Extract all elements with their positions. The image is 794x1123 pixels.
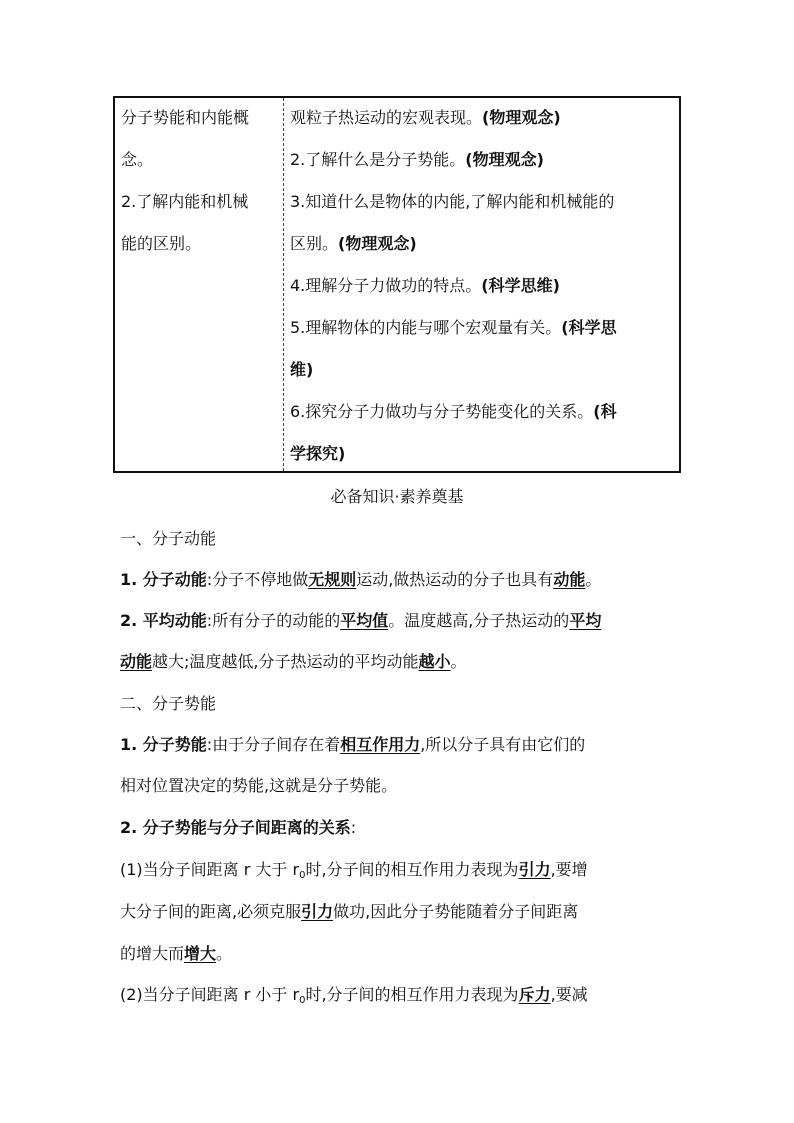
key-term: 动能	[553, 570, 586, 589]
objective-tag: (物理观念)	[465, 150, 544, 169]
paragraph-case-greater-cont2	[120, 944, 232, 964]
paragraph-relationship-heading	[120, 818, 356, 838]
text-run: 时,分子间的相互作用力表现为	[305, 985, 519, 1004]
objective-item	[290, 192, 614, 212]
objective-tag: 维)	[290, 360, 314, 379]
paragraph-average-kinetic-energy	[120, 611, 601, 631]
term-label: 1. 分子势能	[120, 735, 207, 754]
key-term: 相互作用力	[340, 735, 421, 754]
paragraph-case-less	[120, 985, 588, 1005]
subscript: 0	[299, 995, 306, 1006]
objective-item	[290, 444, 345, 464]
term-label: 2. 平均动能	[120, 611, 207, 630]
paragraph-molecular-potential-energy	[120, 735, 585, 755]
key-term: 引力	[301, 902, 334, 921]
objective-text: 5.理解物体的内能与哪个宏观量有关。	[290, 318, 562, 337]
text-run: :由于分子间存在着	[206, 735, 341, 754]
objective-item	[290, 108, 561, 128]
text-run: ,要增	[550, 860, 588, 879]
objective-tag: (物理观念)	[482, 108, 561, 127]
text-run: 的增大而	[120, 944, 185, 963]
objective-item	[290, 276, 560, 296]
table-left-line: 念。	[121, 150, 154, 169]
objective-tag: (物理观念)	[338, 234, 417, 253]
objective-text: 2.了解什么是分子势能。	[290, 150, 466, 169]
key-term: 引力	[518, 860, 551, 879]
key-term: 平均	[569, 611, 602, 630]
text-run: 时,分子间的相互作用力表现为	[305, 860, 519, 879]
objective-text: 4.理解分子力做功的特点。	[290, 276, 482, 295]
objective-tag: (科	[593, 402, 617, 421]
text-run: 。温度越高,分子热运动的	[388, 611, 570, 630]
paragraph-case-greater	[120, 860, 588, 880]
objective-item	[290, 234, 417, 254]
objective-item	[290, 402, 617, 422]
subscript: 0	[299, 870, 306, 881]
objective-text: 观粒子热运动的宏观表现。	[290, 108, 483, 127]
paragraph-case-greater-cont	[120, 902, 578, 922]
table-left-line: 分子势能和内能概	[121, 108, 250, 127]
text-run: 运动,做热运动的分子也具有	[356, 570, 554, 589]
heading-potential-energy: 二、分子势能	[120, 694, 217, 713]
text-run: 。	[450, 652, 467, 671]
text-run: :	[350, 818, 357, 837]
objective-item	[290, 318, 617, 338]
objective-text: 区别。	[290, 234, 339, 253]
paragraph-molecular-kinetic-energy	[120, 570, 601, 590]
text-run: 做功,因此分子势能随着分子间距离	[333, 902, 579, 921]
term-label: 2. 分子势能与分子间距离的关系	[120, 818, 351, 837]
objective-text: 6.探究分子力做功与分子势能变化的关系。	[290, 402, 594, 421]
heading-kinetic-energy: 一、分子动能	[120, 529, 217, 548]
table-left-line: 2.了解内能和机械	[121, 192, 249, 211]
text-run: 越大;温度越低,分子热运动的平均动能	[152, 652, 419, 671]
text-run: :所有分子的动能的	[206, 611, 341, 630]
text-run: ,要减	[550, 985, 588, 1004]
key-term: 越小	[418, 652, 451, 671]
text-run: (1)当分子间距离 r 大于 r	[120, 860, 300, 879]
objective-text: 3.知道什么是物体的内能,了解内能和机械能的	[290, 192, 615, 211]
section-title: 必备知识·素养奠基	[330, 487, 464, 506]
objective-tag: 学探究)	[290, 444, 346, 463]
key-term: 平均值	[340, 611, 389, 630]
text-run: 。	[216, 944, 233, 963]
paragraph-average-kinetic-energy-cont	[120, 652, 467, 672]
text-run: :分子不停地做	[206, 570, 309, 589]
text-run: 。	[585, 570, 602, 589]
objective-tag: (科学思维)	[481, 276, 560, 295]
text-run: ,所以分子具有由它们的	[420, 735, 586, 754]
key-term: 动能	[120, 652, 153, 671]
paragraph-molecular-potential-energy-cont: 相对位置决定的势能,这就是分子势能。	[120, 776, 398, 795]
table-left-line: 能的区别。	[121, 234, 202, 253]
objective-item	[290, 360, 313, 380]
text-run: 大分子间的距离,必须克服	[120, 902, 302, 921]
key-term: 无规则	[308, 570, 357, 589]
key-term: 增大	[184, 944, 217, 963]
objective-item	[290, 150, 544, 170]
objectives-table	[113, 96, 681, 473]
key-term: 斥力	[518, 985, 551, 1004]
text-run: (2)当分子间距离 r 小于 r	[120, 985, 300, 1004]
term-label: 1. 分子动能	[120, 570, 207, 589]
table-column-divider	[283, 98, 284, 471]
objective-tag: (科学思	[561, 318, 617, 337]
